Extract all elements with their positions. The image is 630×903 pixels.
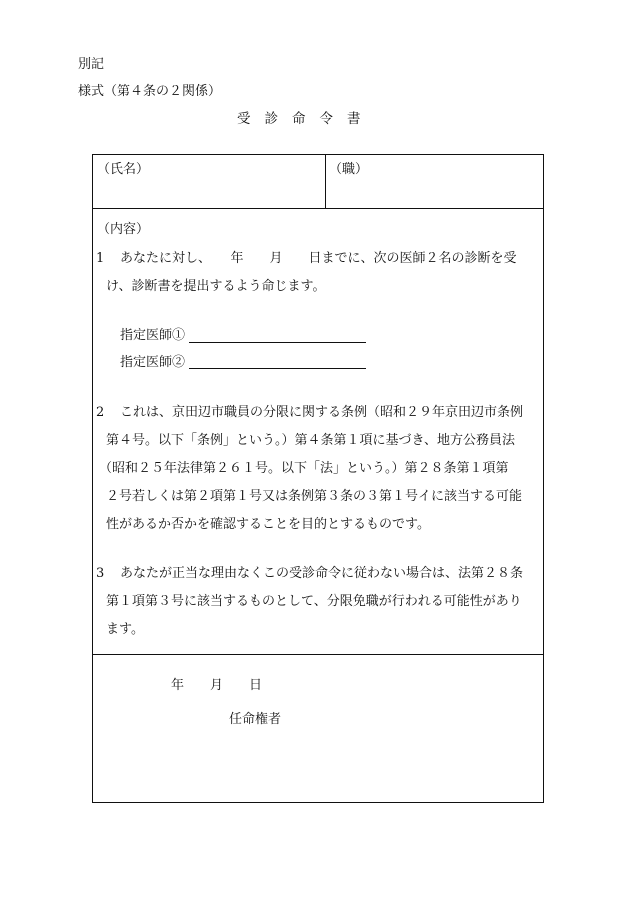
designated-doctor-blank <box>189 368 366 369</box>
item3-line: あなたが正当な理由なくこの受診命令に従わない場合は、法第２８条 <box>120 566 524 581</box>
designated-doctor-blank <box>189 342 366 343</box>
appendix-label: 別記 <box>78 57 105 72</box>
form-label: 様式（第４条の２関係） <box>78 84 222 99</box>
item3-line: ます。 <box>106 622 144 637</box>
document-title: 受診命令書 <box>237 111 375 127</box>
item3-text <box>106 560 523 644</box>
item2-line: ２号若しくは第２項第１号又は条例第３条の３第１号イに該当する可能 <box>106 489 523 504</box>
name-position-divider <box>325 155 326 208</box>
item-number: 3 <box>96 566 105 581</box>
footer-divider <box>93 654 543 655</box>
item1-line: け、診断書を提出するよう命じます。 <box>106 279 326 294</box>
item2-line: 第４号。以下「条例」という。）第４条第１項に基づき、地方公務員法 <box>106 433 515 448</box>
item2-line: これは、京田辺市職員の分限に関する条例（昭和２９年京田辺市条例 <box>120 405 524 420</box>
command-form <box>92 154 544 803</box>
item-number: 1 <box>96 251 105 266</box>
name-label: （氏名） <box>97 162 150 177</box>
contents-label: （内容） <box>97 222 150 237</box>
date-line: 年 月 日 <box>171 678 263 693</box>
item2-line: （昭和２５年法律第２６１号。以下「法」という。）第２８条第１項第 <box>99 461 509 476</box>
designated-doctor-label: 指定医師② <box>120 355 186 370</box>
appointing-authority-label: 任命権者 <box>229 712 282 727</box>
item3-line: 第１項第３号に該当するものとして、分限免職が行われる可能性があり <box>106 594 522 609</box>
item2-text <box>99 399 524 539</box>
item1-text <box>106 245 517 301</box>
item2-line: 性があるか否かを確認することを目的とするものです。 <box>106 517 430 532</box>
item1-line: あなたに対し、 年 月 日までに、次の医師２名の診断を受 <box>120 251 517 266</box>
designated-doctor-label: 指定医師① <box>120 328 186 343</box>
header-divider <box>93 208 543 209</box>
item-number: 2 <box>96 405 105 420</box>
position-label: （職） <box>329 162 369 177</box>
